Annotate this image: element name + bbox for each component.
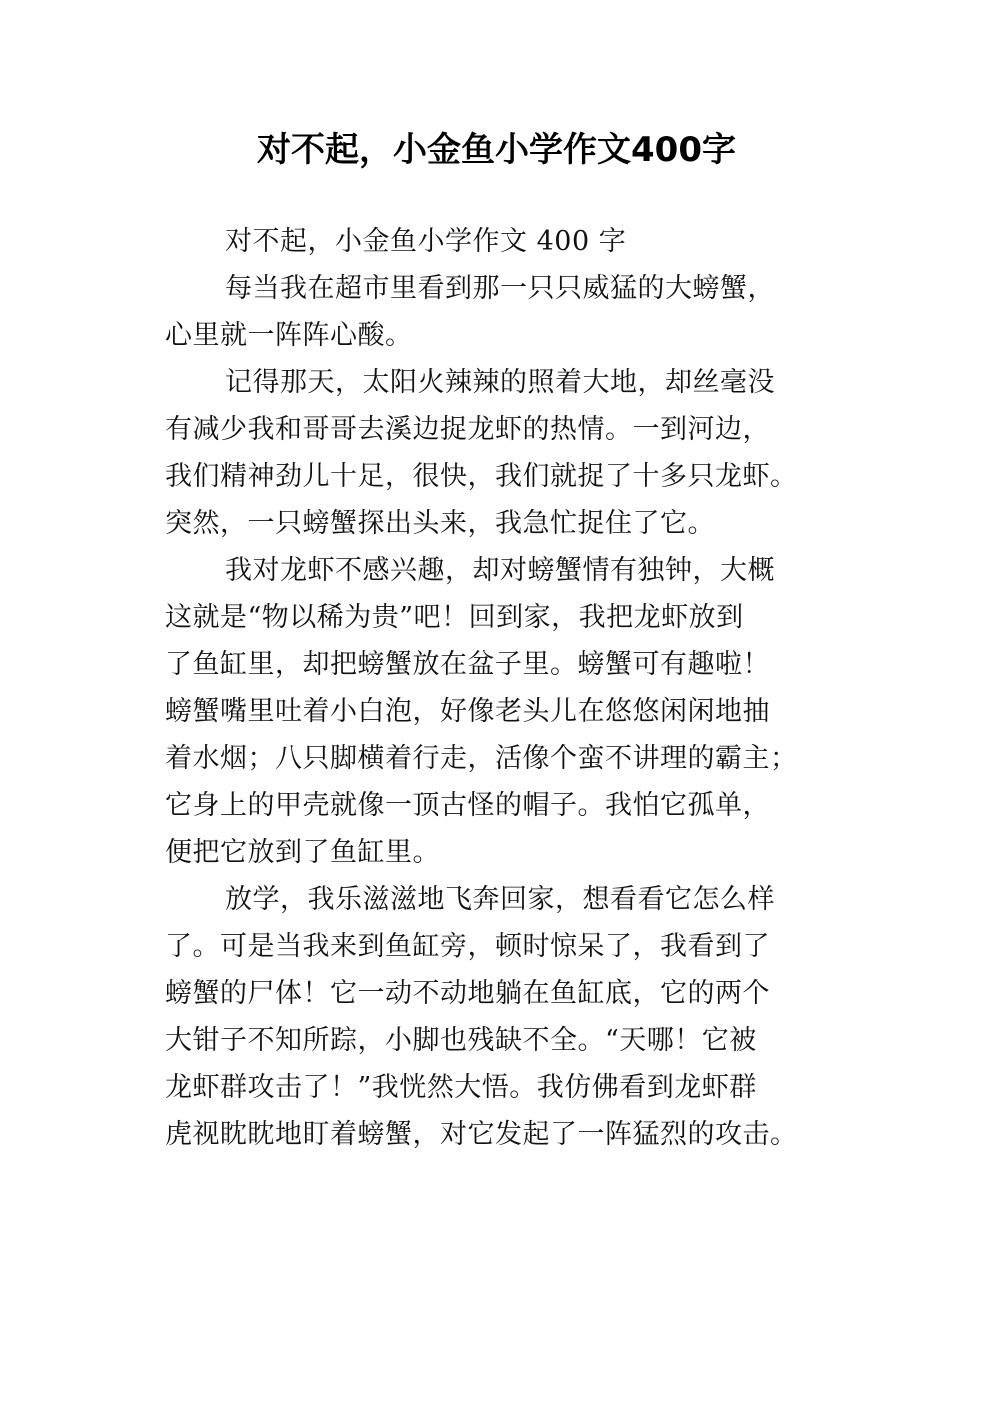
text-line: 大钳子不知所踪，小脚也残缺不全。“天哪！它被 <box>165 1025 757 1056</box>
text-line: 心里就一阵阵心酸。 <box>165 320 413 351</box>
text-line: 它身上的甲壳就像一顶古怪的帽子。我怕它孤单， <box>165 790 770 821</box>
document-title: 对不起，小金鱼小学作文400字 <box>257 130 736 170</box>
text-line: 我们精神劲儿十足，很快，我们就捉了十多只龙虾。 <box>165 461 798 492</box>
text-line: 龙虾群攻击了！”我恍然大悟。我仿佛看到龙虾群 <box>165 1072 757 1103</box>
text-line: 了鱼缸里，却把螃蟹放在盆子里。螃蟹可有趣啦！ <box>165 649 770 680</box>
text-line: 突然，一只螃蟹探出头来，我急忙捉住了它。 <box>165 508 715 539</box>
text-line: 有减少我和哥哥去溪边捉龙虾的热情。一到河边， <box>165 414 770 445</box>
text-line: 便把它放到了鱼缸里。 <box>165 837 440 868</box>
text-line: 螃蟹嘴里吐着小白泡，好像老头儿在悠悠闲闲地抽 <box>165 696 770 727</box>
paragraph-4 <box>165 876 855 1158</box>
text-line: 这就是“物以稀为贵”吧！回到家，我把龙虾放到 <box>165 602 744 633</box>
paragraph-1 <box>165 265 855 359</box>
text-line: 记得那天，太阳火辣辣的照着大地，却丝毫没 <box>225 367 775 398</box>
text-line: 我对龙虾不感兴趣，却对螃蟹情有独钟，大概 <box>225 555 775 586</box>
text-line: 虎视眈眈地盯着螃蟹，对它发起了一阵猛烈的攻击。 <box>165 1119 798 1150</box>
document-body <box>165 218 855 1158</box>
text-line: 螃蟹的尸体！它一动不动地躺在鱼缸底，它的两个 <box>165 978 770 1009</box>
paragraph-3 <box>165 547 855 876</box>
paragraph-subtitle <box>165 218 855 265</box>
text-line: 了。可是当我来到鱼缸旁，顿时惊呆了，我看到了 <box>165 931 770 962</box>
text-line: 着水烟；八只脚横着行走，活像个蛮不讲理的霸主； <box>165 743 798 774</box>
text-line: 每当我在超市里看到那一只只威猛的大螃蟹， <box>225 273 775 304</box>
text-line: 放学，我乐滋滋地飞奔回家，想看看它怎么样 <box>225 884 775 915</box>
paragraph-2 <box>165 359 855 547</box>
text-line: 对不起，小金鱼小学作文 400 字 <box>225 226 627 257</box>
